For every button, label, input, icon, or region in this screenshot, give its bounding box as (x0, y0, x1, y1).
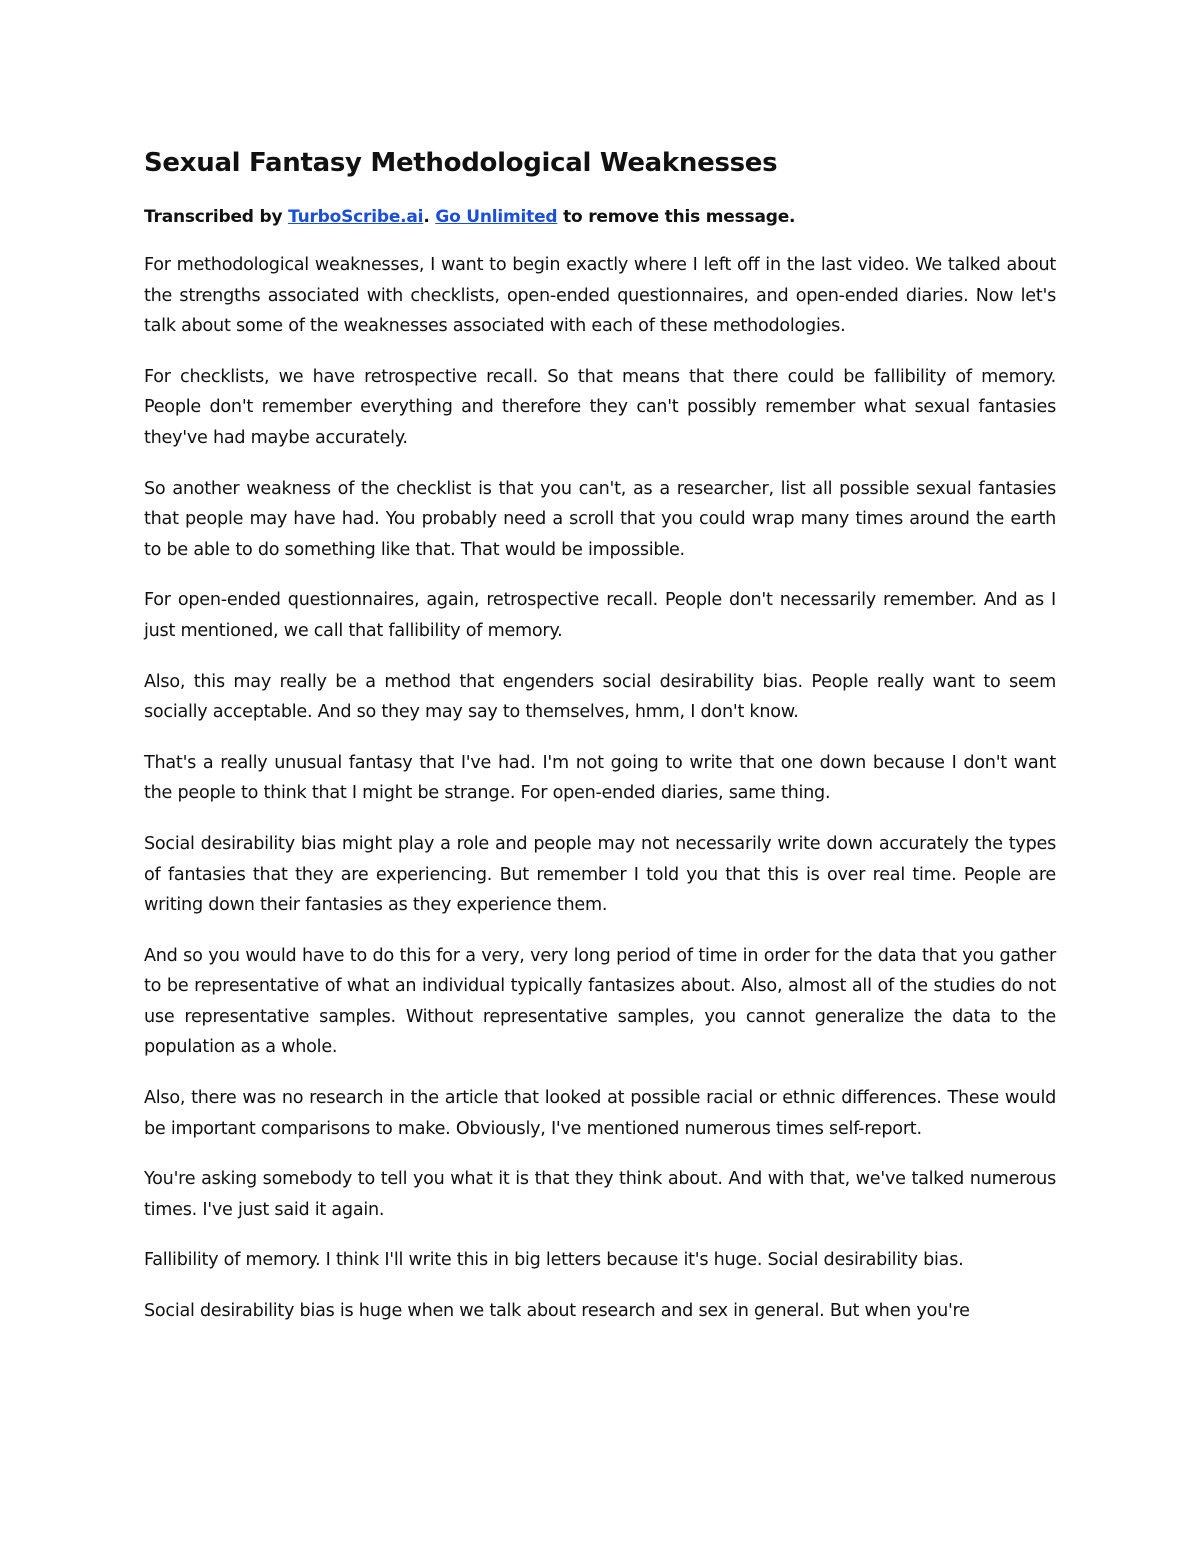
paragraph-12: Social desirability bias is huge when we talk about research and sex in general. But when you're (144, 1301, 970, 1322)
paragraph-10: You're asking somebody to tell you what it is that they think about. And with that, we've talked numerous times. I've just said it again. (144, 1169, 1056, 1220)
paragraph-5: Also, this may really be a method that engenders social desirability bias. People really want to seem socially acceptable. And so they may say to themselves, hmm, I don't know. (144, 671, 1056, 723)
paragraph-8: And so you would have to do this for a very, very long period of time in order for the data that you gather to be representative of what an individual typically fantasizes about. Also, almost all of the studies do not use representative samples. Without representative samples, you cannot generalize the data to the population as a whole. (144, 945, 1056, 1058)
turboscribe-link[interactable]: TurboScribe.ai (288, 207, 424, 227)
document-page (144, 146, 1056, 1347)
document-title: Sexual Fantasy Methodological Weaknesses (144, 148, 778, 178)
paragraph-7: Social desirability bias might play a role and people may not necessarily write down accurately the types of fantasies that they are experiencing. But remember I told you that this is over real time. People are writing down their fantasies as they experience them. (144, 833, 1056, 916)
paragraph-3: So another weakness of the checklist is that you can't, as a researcher, list all possible sexual fantasies that people may have had. You probably need a scroll that you could wrap many times around the earth to be able to do something like that. That would be impossible. (144, 478, 1056, 560)
paragraph-6: That's a really unusual fantasy that I've had. I'm not going to write that one down because I don't want the people to think that I might be strange. For open-ended diaries, same thing. (144, 752, 1056, 804)
paragraph-1: For methodological weaknesses, I want to begin exactly where I left off in the last video. We talked about the strengths associated with checklists, open-ended questionnaires, and open-ended diaries. Now let's talk about some of the weaknesses associated with each of these methodologies. (144, 255, 1056, 337)
banner-suffix: to remove this message. (557, 207, 796, 227)
transcription-banner (144, 204, 1056, 230)
paragraph-2: For checklists, we have retrospective recall. So that means that there could be fallibility of memory. People don't remember everything and therefore they can't possibly remember what sexual fantasies they've had maybe accurately. (144, 366, 1056, 448)
paragraph-11: Fallibility of memory. I think I'll write this in big letters because it's huge. Social desirability bias. (144, 1250, 964, 1271)
paragraph-9: Also, there was no research in the article that looked at possible racial or ethnic differences. These would be important comparisons to make. Obviously, I've mentioned numerous times self-report. (144, 1088, 1056, 1139)
go-unlimited-link[interactable]: Go Unlimited (435, 207, 558, 227)
banner-separator: . (423, 207, 436, 227)
banner-prefix: Transcribed by (144, 207, 289, 227)
paragraph-4: For open-ended questionnaires, again, retrospective recall. People don't necessarily remember. And as I just mentioned, we call that fallibility of memory. (144, 590, 1056, 641)
